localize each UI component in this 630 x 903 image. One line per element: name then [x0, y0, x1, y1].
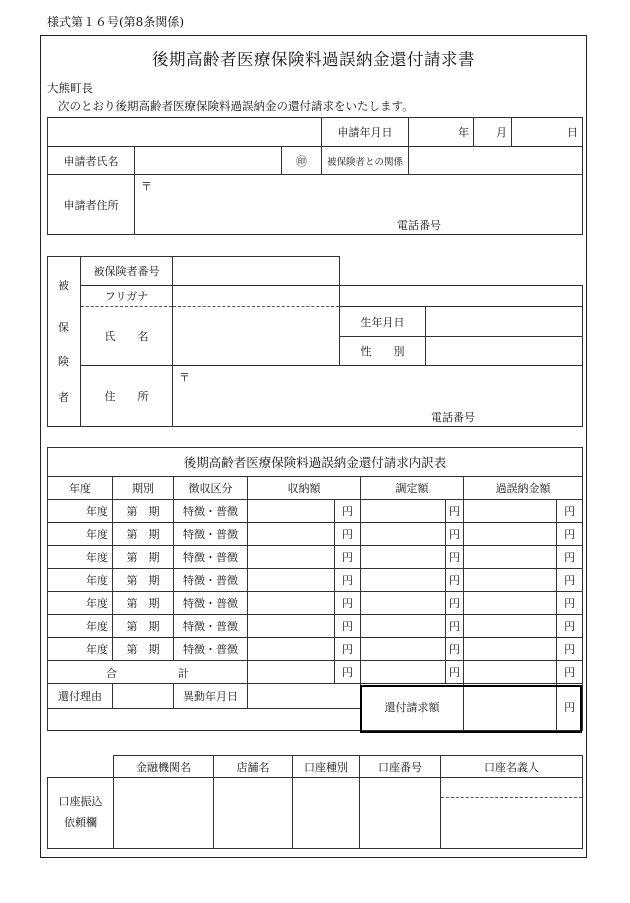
row-year[interactable]: 年度: [48, 615, 113, 638]
refund-amount-label: 還付請求額: [361, 684, 464, 731]
insured-number-field[interactable]: [173, 257, 340, 286]
row-category[interactable]: 特徴・普徴: [174, 523, 248, 546]
furigana-label: フリガナ: [81, 286, 173, 307]
seal-mark: ㊞: [282, 147, 322, 175]
form-number: 様式第１６号(第8条関係): [47, 15, 184, 29]
row-period[interactable]: 第 期: [113, 615, 174, 638]
document-title: 後期高齢者医療保険料過誤納金還付請求書: [152, 50, 475, 69]
yen-unit: 円: [335, 523, 361, 546]
bank-account-number-field[interactable]: [360, 778, 441, 849]
refund-amount-field[interactable]: [464, 684, 557, 731]
yen-unit: 円: [557, 500, 583, 523]
row-category[interactable]: 特徴・普徴: [174, 592, 248, 615]
row-year[interactable]: 年度: [48, 523, 113, 546]
row-received[interactable]: [248, 615, 335, 638]
row-period[interactable]: 第 期: [113, 592, 174, 615]
yen-unit: 円: [446, 500, 464, 523]
furigana-field[interactable]: [173, 286, 340, 307]
relation-label: 被保険者との関係: [322, 147, 409, 175]
yen-unit: 円: [335, 661, 361, 684]
yen-unit: 円: [335, 615, 361, 638]
bank-branch-field[interactable]: [214, 778, 293, 849]
row-category[interactable]: 特徴・普徴: [174, 615, 248, 638]
bank-col-branch: 店舗名: [214, 756, 293, 778]
table-row: [48, 523, 583, 546]
row-category[interactable]: 特徴・普徴: [174, 638, 248, 661]
yen-unit: 円: [335, 569, 361, 592]
bank-side-label: 口座振込 依頼欄: [48, 778, 114, 849]
bank-col-institution: 金融機関名: [114, 756, 214, 778]
applicant-phone-label: 電話番号: [397, 219, 441, 232]
yen-unit: 円: [446, 592, 464, 615]
applicant-name-field[interactable]: [135, 147, 282, 175]
yen-unit: 円: [446, 638, 464, 661]
row-overpaid[interactable]: [464, 569, 557, 592]
row-period[interactable]: 第 期: [113, 546, 174, 569]
total-label: 合 計: [48, 661, 248, 684]
yen-unit: 円: [557, 684, 583, 731]
row-assessed[interactable]: [361, 638, 446, 661]
insured-side-label: 被 保 険 者: [48, 257, 81, 427]
breakdown-table: [47, 447, 583, 731]
row-received[interactable]: [248, 638, 335, 661]
row-period[interactable]: 第 期: [113, 569, 174, 592]
yen-unit: 円: [446, 615, 464, 638]
col-category: 徴収区分: [174, 477, 248, 500]
row-overpaid[interactable]: [464, 523, 557, 546]
applicant-name-label: 申請者氏名: [48, 147, 135, 175]
request-date-label: 申請年月日: [322, 118, 409, 147]
row-overpaid[interactable]: [464, 615, 557, 638]
bank-account-type-field[interactable]: [293, 778, 360, 849]
bank-col-account-number: 口座番号: [360, 756, 441, 778]
yen-unit: 円: [335, 500, 361, 523]
table-row: [48, 592, 583, 615]
col-assessed: 調定額: [361, 477, 464, 500]
row-overpaid[interactable]: [464, 592, 557, 615]
applicant-address-label: 申請者住所: [48, 175, 135, 235]
total-received[interactable]: [248, 661, 335, 684]
applicant-address-field[interactable]: [135, 175, 583, 235]
row-year[interactable]: 年度: [48, 592, 113, 615]
intro-text: 次のとおり後期高齢者医療保険料過誤納金の還付請求をいたします。: [58, 99, 414, 113]
row-received[interactable]: [248, 569, 335, 592]
row-assessed[interactable]: [361, 569, 446, 592]
table-row: [48, 500, 583, 523]
row-category[interactable]: 特徴・普徴: [174, 500, 248, 523]
table-row: [48, 546, 583, 569]
applicant-table: [47, 117, 583, 235]
bank-col-account-type: 口座種別: [293, 756, 360, 778]
insured-name-field[interactable]: [173, 307, 340, 366]
gender-field[interactable]: [426, 337, 583, 366]
row-period[interactable]: 第 期: [113, 523, 174, 546]
request-month: 月: [474, 118, 512, 147]
row-assessed[interactable]: [361, 500, 446, 523]
yen-unit: 円: [557, 592, 583, 615]
bank-col-account-holder: 口座名義人: [441, 756, 583, 778]
bank-corner-blank: [48, 756, 114, 778]
refund-reason-label: 還付理由: [48, 684, 113, 709]
col-year: 年度: [48, 477, 113, 500]
row-overpaid[interactable]: [464, 500, 557, 523]
yen-unit: 円: [335, 592, 361, 615]
yen-unit: 円: [557, 523, 583, 546]
addressee: 大熊町長: [47, 81, 93, 95]
insured-address-field[interactable]: [173, 366, 583, 427]
row-overpaid[interactable]: [464, 546, 557, 569]
yen-unit: 円: [557, 638, 583, 661]
insured-table: [47, 256, 583, 427]
bank-institution-field[interactable]: [114, 778, 214, 849]
request-year: 年: [409, 118, 474, 147]
birth-date-label: 生年月日: [340, 307, 426, 337]
yen-unit: 円: [446, 661, 464, 684]
insured-number-label: 被保険者番号: [81, 257, 173, 286]
change-date-label: 異動年月日: [174, 684, 248, 709]
bank-holder-kana-field[interactable]: [441, 778, 583, 798]
request-day: 日: [512, 118, 583, 147]
row-year[interactable]: 年度: [48, 638, 113, 661]
postal-mark: 〒: [141, 180, 152, 193]
row-year[interactable]: 年度: [48, 500, 113, 523]
col-overpaid: 過誤納金額: [464, 477, 583, 500]
yen-unit: 円: [557, 546, 583, 569]
row-year[interactable]: 年度: [48, 569, 113, 592]
total-assessed[interactable]: [361, 661, 446, 684]
row-assessed[interactable]: [361, 546, 446, 569]
row-overpaid[interactable]: [464, 638, 557, 661]
postal-mark: 〒: [179, 371, 190, 384]
row-received[interactable]: [248, 500, 335, 523]
refund-reason-field[interactable]: [113, 684, 174, 709]
yen-unit: 円: [446, 569, 464, 592]
table-row: [48, 638, 583, 661]
row-category[interactable]: 特徴・普徴: [174, 546, 248, 569]
yen-unit: 円: [446, 546, 464, 569]
table-row: [48, 569, 583, 592]
row-received[interactable]: [248, 592, 335, 615]
yen-unit: 円: [335, 546, 361, 569]
yen-unit: 円: [335, 638, 361, 661]
breakdown-title: 後期高齢者医療保険料過誤納金還付請求内訳表: [48, 448, 583, 477]
bank-table: [47, 755, 583, 849]
row-received[interactable]: [248, 523, 335, 546]
insured-name-label: 氏 名: [81, 307, 173, 366]
row-year[interactable]: 年度: [48, 546, 113, 569]
furigana-blank: [340, 286, 583, 307]
row-assessed[interactable]: [361, 592, 446, 615]
gender-label: 性 別: [340, 337, 426, 366]
row-period[interactable]: 第 期: [113, 638, 174, 661]
total-overpaid[interactable]: [464, 661, 557, 684]
yen-unit: 円: [557, 661, 583, 684]
bank-holder-name-field[interactable]: [441, 798, 583, 849]
birth-date-field[interactable]: [426, 307, 583, 337]
table-row: [48, 615, 583, 638]
row-assessed[interactable]: [361, 523, 446, 546]
insured-number-blank: [340, 257, 583, 286]
change-date-field[interactable]: [248, 684, 361, 709]
row-period[interactable]: 第 期: [113, 500, 174, 523]
row-category[interactable]: 特徴・普徴: [174, 569, 248, 592]
relation-field[interactable]: [409, 147, 583, 175]
col-received: 収納額: [248, 477, 361, 500]
row-assessed[interactable]: [361, 615, 446, 638]
insured-phone-label: 電話番号: [431, 411, 475, 424]
yen-unit: 円: [446, 523, 464, 546]
row-received[interactable]: [248, 546, 335, 569]
yen-unit: 円: [557, 569, 583, 592]
insured-address-label: 住 所: [81, 366, 173, 427]
col-period: 期別: [113, 477, 174, 500]
blank-cell: [48, 118, 322, 147]
refund-reason-detail[interactable]: [48, 709, 361, 731]
yen-unit: 円: [557, 615, 583, 638]
